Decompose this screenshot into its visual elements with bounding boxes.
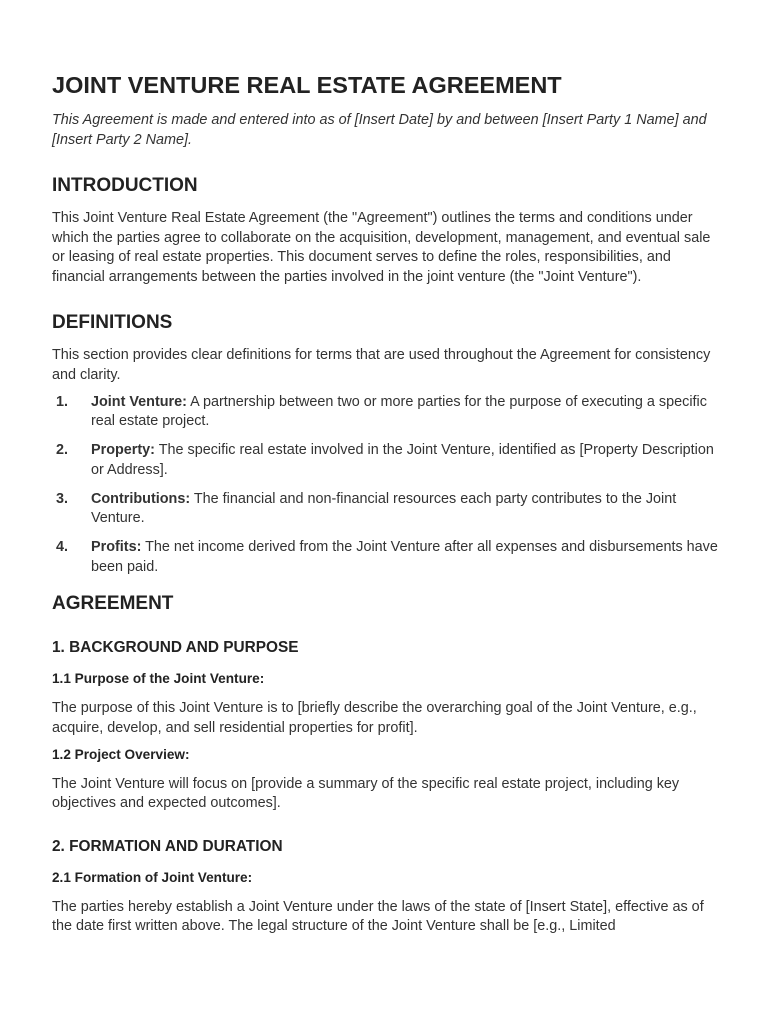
section-1-2-heading: 1.2 Project Overview: [52, 746, 190, 762]
definition-text: The net income derived from the Joint Venture after all expenses and disbursements have been paid. [91, 539, 718, 575]
definition-item [52, 538, 718, 577]
definition-item [52, 393, 718, 432]
definition-text: A partnership between two or more parties for the purpose of executing a specific real estate project. [91, 393, 707, 430]
definition-item [52, 490, 718, 529]
document-title: JOINT VENTURE REAL ESTATE AGREEMENT [52, 72, 562, 98]
definitions-heading: DEFINITIONS [52, 312, 173, 334]
section-2-1-heading: 2.1 Formation of Joint Venture: [52, 869, 253, 885]
definition-number: 3. [56, 490, 69, 507]
agreement-heading: AGREEMENT [52, 593, 174, 615]
definition-term: Profits: [91, 539, 142, 556]
introduction-heading: INTRODUCTION [52, 175, 198, 196]
agreement-parties-line: This Agreement is made and entered into as of [Insert Date] by and between [Insert Party 1 Name] and [Insert Party 2 Name]. [52, 112, 707, 148]
definition-term: Property: [91, 442, 155, 459]
introduction-text: This Joint Venture Real Estate Agreement (the "Agreement") outlines the terms and conditions under which the parties agree to collaborate on the acquisition, development, management, and eventual sale or leasing of real estate properties. This document serves to define the roles, responsibilities, and financial arrangements between the parties involved in the joint venture (the "Joint Venture"). [52, 210, 711, 285]
definitions-text: This section provides clear definitions for terms that are used throughout the Agreement for consistency and clarity. [52, 347, 711, 383]
definition-text: The financial and non-financial resources each party contributes to the Joint Venture. [91, 490, 677, 527]
section-1-2-text: The Joint Venture will focus on [provide a summary of the specific real estate project, including key objectives and expected outcomes]. [52, 775, 680, 812]
definition-item [52, 441, 718, 480]
section-2-1-text: The parties hereby establish a Joint Venture under the laws of the state of [Insert State], effective as of the date first written above. The legal structure of the Joint Venture shall be [e.g., Limited [52, 898, 704, 935]
section-1-heading: 1. BACKGROUND AND PURPOSE [52, 639, 299, 657]
definition-text: The specific real estate involved in the Joint Venture, identified as [Property Description or Address]. [91, 442, 714, 478]
section-1-1-text: The purpose of this Joint Venture is to [briefly describe the overarching goal of the Joint Venture, e.g., acquire, develop, and sell residential properties for profit]. [52, 700, 697, 737]
definition-term: Contributions: [91, 490, 191, 507]
definition-number: 1. [56, 393, 69, 410]
definition-number: 4. [56, 539, 69, 556]
definitions-list [52, 393, 718, 578]
definition-term: Joint Venture: [91, 393, 187, 410]
definition-number: 2. [56, 442, 69, 459]
section-1-1-heading: 1.1 Purpose of the Joint Venture: [52, 671, 265, 687]
section-2-heading: 2. FORMATION AND DURATION [52, 837, 283, 855]
